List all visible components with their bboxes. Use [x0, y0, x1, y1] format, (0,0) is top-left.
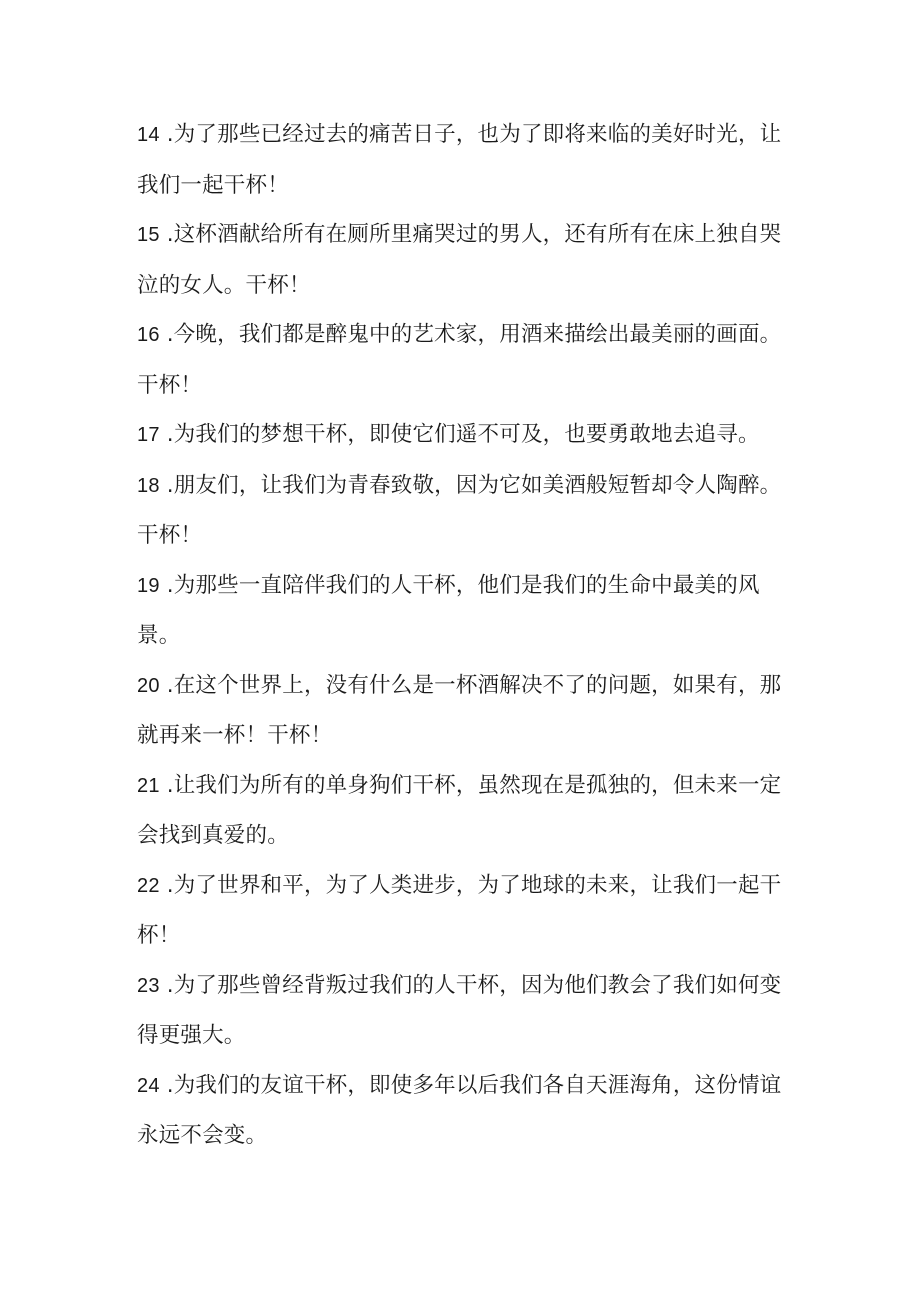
- list-item: [137, 210, 787, 310]
- list-item: [137, 410, 787, 461]
- list-item: [137, 961, 787, 1061]
- item-number: 15: [137, 224, 160, 246]
- item-text: .在这个世界上，没有什么是一杯酒解决不了的问题，如果有，那就再来一杯！干杯！: [137, 672, 782, 748]
- item-text: .为了那些已经过去的痛苦日子，也为了即将来临的美好时光，让我们一起干杯！: [137, 122, 782, 198]
- item-text: .朋友们，让我们为青春致敬，因为它如美酒般短暂却令人陶醉。干杯！: [137, 472, 782, 548]
- item-text: .为我们的友谊干杯，即使多年以后我们各自天涯海角，这份情谊永远不会变。: [137, 1072, 782, 1148]
- item-text: .为那些一直陪伴我们的人干杯，他们是我们的生命中最美的风景。: [137, 572, 760, 648]
- item-text: .这杯酒献给所有在厕所里痛哭过的男人，还有所有在床上独自哭泣的女人。干杯！: [137, 222, 782, 298]
- list-item: [137, 861, 787, 961]
- item-text: .为了世界和平，为了人类进步，为了地球的未来，让我们一起干杯！: [137, 872, 782, 948]
- list-item: [137, 310, 787, 410]
- list-item: [137, 110, 787, 210]
- item-number: 22: [137, 874, 160, 897]
- item-number: 21: [137, 774, 160, 797]
- list-item: [137, 561, 787, 661]
- item-number: 23: [137, 974, 160, 997]
- list-item: [137, 461, 787, 561]
- item-number: 14: [137, 124, 160, 146]
- list-item: [137, 761, 787, 861]
- toast-list: [137, 110, 787, 1161]
- item-number: 16: [137, 324, 160, 346]
- item-text: .为了那些曾经背叛过我们的人干杯，因为他们教会了我们如何变得更强大。: [137, 972, 782, 1048]
- item-number: 17: [137, 424, 160, 446]
- item-text: .让我们为所有的单身狗们干杯，虽然现在是孤独的，但未来一定会找到真爱的。: [137, 772, 782, 848]
- item-text: .为我们的梦想干杯，即使它们遥不可及，也要勇敢地去追寻。: [166, 422, 760, 447]
- item-number: 19: [137, 574, 160, 597]
- item-number: 18: [137, 474, 160, 497]
- list-item: [137, 1061, 787, 1161]
- list-item: [137, 661, 787, 761]
- item-number: 20: [137, 674, 160, 697]
- item-number: 24: [137, 1074, 160, 1097]
- item-text: .今晚，我们都是醉鬼中的艺术家，用酒来描绘出最美丽的画面。干杯！: [137, 322, 782, 398]
